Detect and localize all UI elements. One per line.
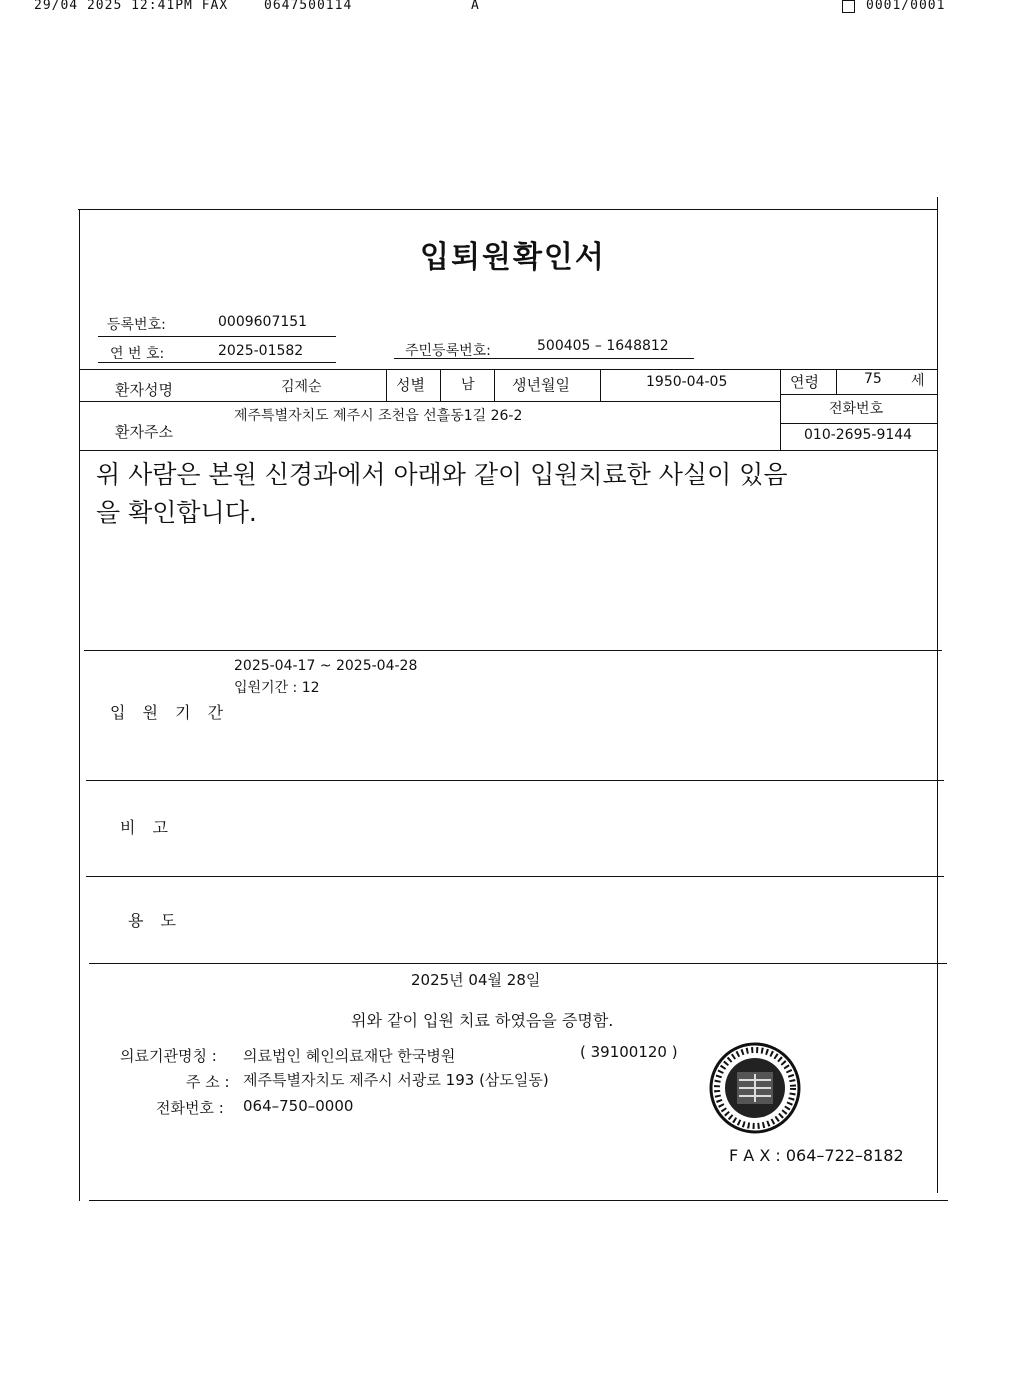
document-title: 입퇴원확인서 — [420, 240, 606, 275]
patient-name-label: 환자성명 — [115, 381, 173, 399]
phone-divider-2 — [780, 423, 938, 424]
frame-right — [937, 197, 938, 1193]
address-value: 제주특별자치도 제주시 조천읍 선흘동1길 26-2 — [234, 408, 523, 424]
rrn-value: 500405 – 1648812 — [537, 338, 669, 354]
col-line-1 — [386, 369, 387, 401]
age-label: 연령 — [790, 373, 819, 391]
frame-bottom — [89, 1200, 948, 1201]
inst-label: 의료기관명칭 : — [120, 1047, 217, 1065]
sex-value: 남 — [461, 377, 475, 393]
reg-no-value: 0009607151 — [218, 314, 308, 330]
col-line-6 — [836, 369, 837, 394]
fax-pages: 0001/0001 — [866, 0, 946, 13]
inst-addr: 제주특별자치도 제주시 서광로 193 (삼도일동) — [243, 1071, 549, 1089]
fax-number: 0647500114 — [264, 0, 353, 13]
patient-row-divider — [80, 401, 780, 402]
statement-line-1: 위 사람은 본원 신경과에서 아래와 같이 입원치료한 사실이 있음 — [96, 460, 788, 489]
admission-top — [84, 650, 942, 651]
serial-underline — [98, 362, 336, 363]
purpose-label: 용 도 — [128, 911, 182, 930]
inst-code: ( 39100120 ) — [580, 1043, 678, 1061]
admission-label: 입 원 기 간 — [110, 703, 230, 722]
cert-text: 위와 같이 입원 치료 하였음을 증명함. — [351, 1011, 614, 1030]
rrn-underline — [394, 358, 694, 359]
serial-value: 2025-01582 — [218, 343, 304, 359]
inst-name: 의료법인 혜인의료재단 한국병원 — [243, 1047, 456, 1065]
fax-mark: A — [471, 0, 480, 13]
hospital-seal-icon — [709, 1042, 801, 1134]
frame-left — [79, 209, 80, 1201]
col-line-5 — [780, 369, 781, 450]
fax-datetime: 29/04 2025 12:41PM FAX — [34, 0, 229, 13]
remarks-label: 비 고 — [120, 818, 174, 837]
age-value: 75 — [864, 371, 882, 387]
address-label: 환자주소 — [115, 423, 173, 441]
fax-checkbox-icon — [842, 0, 855, 13]
rrn-label: 주민등록번호: — [405, 343, 491, 359]
phone-value: 010-2695-9144 — [804, 427, 913, 443]
remarks-top — [86, 780, 944, 781]
serial-label: 연 번 호: — [110, 346, 165, 362]
admission-range: 2025-04-17 ~ 2025-04-28 — [234, 658, 418, 674]
inst-phone-label: 전화번호 : — [156, 1099, 224, 1117]
col-line-4 — [600, 369, 601, 401]
phone-divider-1 — [780, 394, 938, 395]
statement-line-2: 을 확인합니다. — [96, 498, 257, 527]
purpose-top — [86, 876, 944, 877]
patient-table-bottom — [80, 450, 938, 451]
inst-phone: 064–750–0000 — [243, 1097, 354, 1115]
col-line-3 — [494, 369, 495, 401]
phone-label: 전화번호 — [829, 401, 884, 417]
certification-top — [89, 963, 947, 964]
age-unit: 세 — [911, 373, 925, 389]
sex-label: 성별 — [396, 376, 425, 394]
birth-value: 1950-04-05 — [646, 374, 728, 390]
patient-name: 김제순 — [281, 379, 322, 395]
cert-date: 2025년 04월 28일 — [411, 971, 541, 989]
admission-days: 입원기간 : 12 — [234, 680, 320, 696]
reg-no-label: 등록번호: — [107, 317, 166, 333]
reg-no-underline — [98, 336, 336, 337]
frame-top — [78, 209, 937, 210]
inst-addr-label: 주 소 : — [186, 1073, 230, 1091]
col-line-2 — [440, 369, 441, 401]
birth-label: 생년월일 — [512, 376, 570, 394]
inst-fax: F A X : 064–722–8182 — [729, 1146, 904, 1165]
patient-table-top — [80, 369, 938, 370]
